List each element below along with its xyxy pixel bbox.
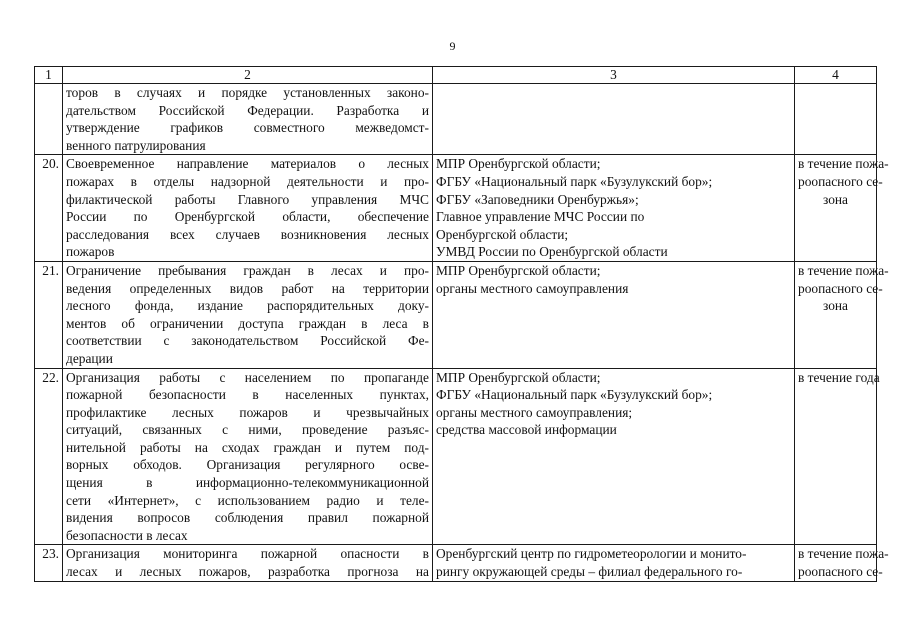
row-number: 21. <box>35 261 63 368</box>
text-line: нительной работы на сходах граждан и путем под- <box>66 439 429 455</box>
measure-description <box>63 545 433 581</box>
text-line: роопасного се- <box>798 280 883 296</box>
text-line: МПР Оренбургской области; <box>436 262 601 278</box>
page-number: 9 <box>449 39 456 53</box>
measure-description <box>63 84 433 155</box>
text-line: филактической работы Главного управления МЧС <box>66 191 429 207</box>
responsible-organizations <box>433 155 795 262</box>
text-line: ситуаций, связанных с ними, проведение разъяс- <box>66 422 429 438</box>
text-line: в течение пожа- <box>798 546 889 562</box>
responsible-organizations <box>433 368 795 545</box>
responsible-organizations <box>433 545 795 581</box>
table-row <box>35 84 877 155</box>
text-line: зона <box>822 191 849 207</box>
text-line: ФГБУ «Национальный парк «Бузулукский бор»; <box>436 173 713 189</box>
text-line: МПР Оренбургской области; <box>436 156 601 172</box>
text-line: профилактике лесных пожаров и чрезвычайных <box>66 404 429 420</box>
text-line: Организация работы с населением по пропаганде <box>66 369 429 385</box>
measure-description <box>63 155 433 262</box>
text-line: ведения определенных видов работ на территории <box>66 280 429 296</box>
text-line: органы местного самоуправления <box>436 280 629 296</box>
column-header: 2 <box>63 67 433 84</box>
table-header-row <box>35 67 877 84</box>
text-line: ФГБУ «Заповедники Оренбуржья»; <box>436 191 639 207</box>
text-line: в течение года <box>798 369 880 385</box>
table-row <box>35 155 877 262</box>
text-line: зона <box>822 298 849 314</box>
text-line: ворных обходов. Организация регулярного осве- <box>66 457 429 473</box>
text-line: соответствии с законодательством Российской Фе- <box>66 333 429 349</box>
table-row <box>35 545 877 581</box>
text-line: Главное управление МЧС России по <box>436 209 645 225</box>
execution-period <box>795 368 880 545</box>
text-line: лесного фонда, издание распорядительных доку- <box>66 298 429 314</box>
text-line: торов в случаях и порядке установленных законо- <box>66 85 429 100</box>
text-line: роопасного се- <box>798 173 883 189</box>
text-line: пожарах в отделы надзорной деятельности и про- <box>66 173 429 189</box>
row-number: 23. <box>35 545 63 581</box>
execution-period <box>795 155 889 262</box>
text-line: пожаров <box>66 244 115 260</box>
text-line: ФГБУ «Национальный парк «Бузулукский бор»; <box>436 387 713 403</box>
table-row <box>35 368 877 545</box>
text-line: роопасного се- <box>798 564 883 580</box>
text-line: безопасности в лесах <box>66 527 188 543</box>
table-row <box>35 261 877 368</box>
text-line: России по Оренбургской области, обеспечение <box>66 209 429 225</box>
text-line: лесах и лесных пожаров, разработка прогноза на <box>66 564 429 580</box>
row-number: 20. <box>35 155 63 262</box>
text-line: в течение пожа- <box>798 262 889 278</box>
text-line: дательством Российской Федерации. Разработка и <box>66 102 429 118</box>
measure-description <box>63 368 433 545</box>
text-line: щения в информационно-телекоммуникационной <box>66 475 429 491</box>
text-line: МПР Оренбургской области; <box>436 369 601 385</box>
text-line: пожарной безопасности в населенных пунктах, <box>66 387 429 403</box>
column-header: 4 <box>795 67 877 84</box>
text-line: в течение пожа- <box>798 156 889 172</box>
text-line: ментов об ограничении доступа граждан в леса в <box>66 315 429 331</box>
row-number: 22. <box>35 368 63 545</box>
measure-description <box>63 261 433 368</box>
column-header: 1 <box>35 67 63 84</box>
text-line: сети «Интернет», с использованием радио и теле- <box>66 492 429 508</box>
text-line: Оренбургский центр по гидрометеорологии и монито- <box>436 546 747 562</box>
text-line: органы местного самоуправления; <box>436 404 633 420</box>
text-line: рингу окружающей среды – филиал федерального го- <box>436 564 743 580</box>
text-line: видения вопросов соблюдения правил пожарной <box>66 510 429 526</box>
text-line: Своевременное направление материалов о лесных <box>66 156 429 172</box>
responsible-organizations <box>433 84 795 155</box>
responsible-organizations <box>433 261 795 368</box>
execution-period <box>795 84 877 155</box>
text-line: расследования всех случаев возникновения лесных <box>66 226 429 242</box>
execution-period <box>795 545 889 581</box>
measures-table <box>34 66 889 582</box>
text-line: УМВД России по Оренбургской области <box>436 244 668 260</box>
execution-period <box>795 261 889 368</box>
column-header: 3 <box>433 67 795 84</box>
text-line: Организация мониторинга пожарной опасности в <box>66 546 429 562</box>
text-line: Ограничение пребывания граждан в лесах и про- <box>66 262 429 278</box>
text-line: Оренбургской области; <box>436 226 569 242</box>
text-line: утверждение графиков совместного межведомст- <box>66 120 429 136</box>
text-line: венного патрулирования <box>66 137 206 153</box>
text-line: дерации <box>66 350 113 366</box>
row-number <box>35 84 63 155</box>
text-line: средства массовой информации <box>436 422 617 438</box>
